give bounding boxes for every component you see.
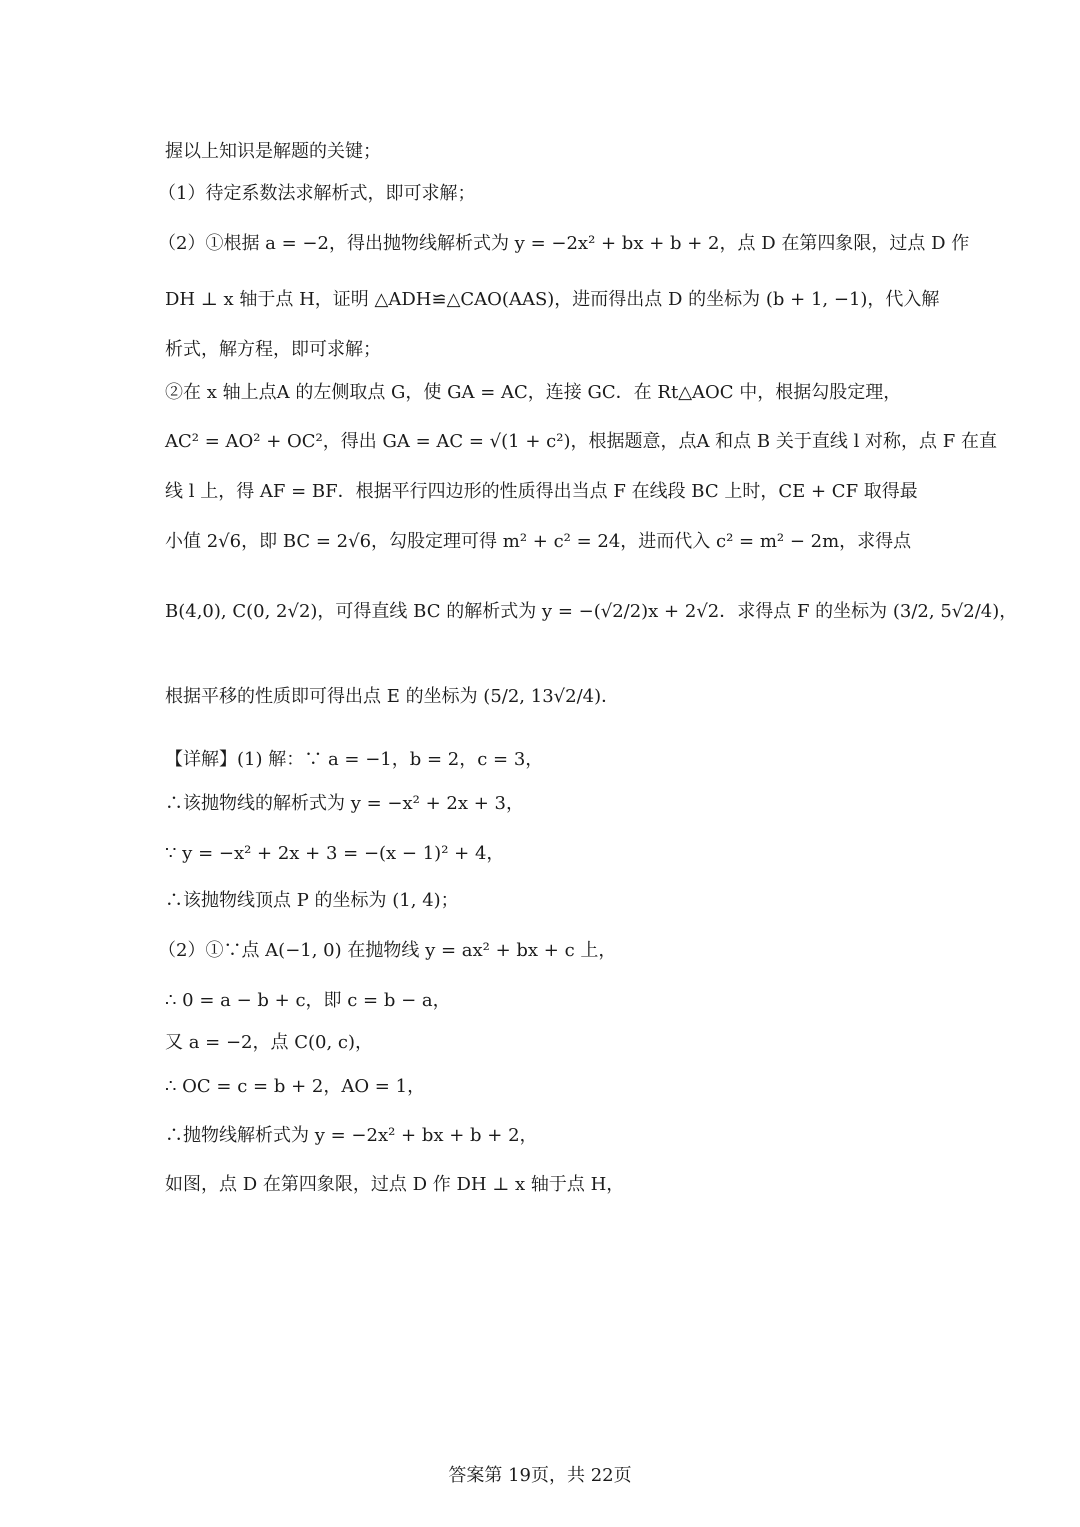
detail-line-9: ∴抛物线解析式为 y = −2x² + bx + b + 2， [165,1125,538,1146]
detail-line-4: ∴该抛物线顶点 P 的坐标为 (1, 4)； [165,890,459,911]
analysis-line-9: 小值 2√6，即 BC = 2√6，勾股定理可得 m² + c² = 24，进而代入 c² = m² − 2m，求得点 [165,531,912,552]
analysis-line-5: 析式，解方程，即可求解； [165,339,381,360]
page-footer: 答案第 19页，共 22页 [448,1465,632,1486]
detail-line-7: 又 a = −2，点 C(0, c)， [165,1032,374,1053]
analysis-line-2: （1）待定系数法求解析式，即可求解； [158,183,476,204]
analysis-line-11: 根据平移的性质即可得出点 E 的坐标为 (5/2, 13√2/4)． [165,686,620,707]
analysis-line-1: 握以上知识是解题的关键； [165,141,381,162]
analysis-line-3: （2）①根据 a = −2，得出抛物线解析式为 y = −2x² + bx + b + 2，点 D 在第四象限，过点 D 作 [158,233,970,254]
analysis-line-6: ②在 x 轴上点A 的左侧取点 G，使 GA = AC，连接 GC．在 Rt△AOC 中，根据勾股定理， [165,382,902,403]
detail-line-3: ∵ y = −x² + 2x + 3 = −(x − 1)² + 4， [165,843,505,864]
detail-line-5: （2）①∵点 A(−1, 0) 在抛物线 y = ax² + bx + c 上， [158,940,617,961]
detail-line-6: ∴ 0 = a − b + c，即 c = b − a， [165,990,451,1011]
analysis-line-8: 线 l 上，得 AF = BF．根据平行四边形的性质得出当点 F 在线段 BC 上时，CE + CF 取得最 [165,481,918,502]
detail-line-8: ∴ OC = c = b + 2，AO = 1， [165,1076,426,1097]
analysis-line-10: B(4,0), C(0, 2√2)，可得直线 BC 的解析式为 y = −(√2/2)x + 2√2．求得点 F 的坐标为 (3/2, 5√2/4)， [165,601,1018,622]
detail-line-2: ∴该抛物线的解析式为 y = −x² + 2x + 3， [165,793,524,814]
analysis-line-4: DH ⊥ x 轴于点 H，证明 △ADH≌△CAO(AAS)，进而得出点 D 的坐标为 (b + 1, −1)，代入解 [165,289,940,310]
detail-line-10: 如图，点 D 在第四象限，过点 D 作 DH ⊥ x 轴于点 H， [165,1174,625,1195]
detail-line-1: 【详解】(1) 解：∵ a = −1，b = 2，c = 3， [165,749,544,770]
analysis-line-7: AC² = AO² + OC²，得出 GA = AC = √(1 + c²)，根据题意，点A 和点 B 关于直线 l 对称，点 F 在直 [165,431,997,452]
